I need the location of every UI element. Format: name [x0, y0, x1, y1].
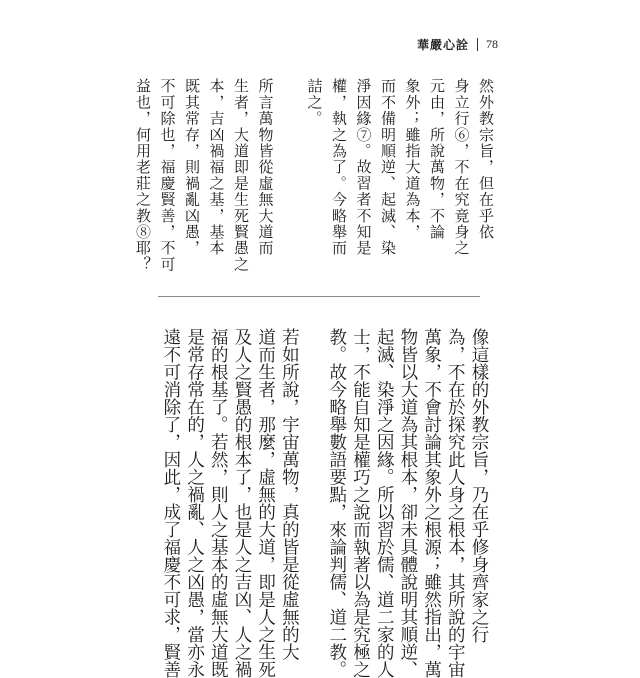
translation-text-column: 物皆以大道為其根本，卻未具體說明其順逆、	[397, 328, 418, 678]
classical-text-column: 既其常存，則禍亂凶愚，	[183, 78, 201, 257]
vernacular-translation-block	[158, 328, 490, 678]
paragraph-gap	[281, 78, 299, 94]
book-title: 華嚴心詮	[416, 38, 469, 52]
translation-text-column: 是常存常在的，人之禍亂、人之凶愚，當亦永	[184, 328, 205, 678]
classical-text-column: 益也，何用老莊之教⑧耶？	[134, 78, 152, 273]
translation-text-column: 萬象，不會討論其象外之根源；雖然指出，萬	[421, 328, 442, 678]
classical-text-column: 淨因緣⑦。故習者不知是	[354, 78, 373, 257]
page-number: 78	[486, 37, 498, 51]
classical-text-block	[131, 78, 499, 278]
header-divider	[477, 38, 478, 51]
classical-text-column: 詰之。	[305, 78, 324, 127]
translation-text-column: 起滅、染淨之因緣。所以習於儒、道二家的人	[374, 328, 395, 678]
translation-text-column: 福的根基了。若然，則人之基本的虛無大道既	[208, 328, 229, 678]
translation-text-column: 及人之賢愚的根本了，也是人之吉凶、人之禍	[231, 328, 252, 678]
translation-text-column: 士，不能自知是權巧之說而執著以為是究極之	[350, 328, 371, 678]
classical-text-column: 所言萬物皆從虛無大道而	[256, 78, 275, 257]
translation-text-column: 像這樣的外教宗旨，乃在乎修身齊家之行	[469, 328, 489, 643]
classical-text-column: 象外；雖指大道為本，	[403, 78, 422, 240]
section-divider-line	[158, 296, 480, 297]
classical-text-column: 身立行⑥，不在究竟身之	[452, 78, 471, 257]
paragraph-gap	[303, 328, 323, 346]
translation-text-column: 若如所說，宇宙萬物，真的皆是從虛無的大	[279, 328, 300, 661]
translation-text-column: 為，不在於探究此人身之根本，其所說的宇宙	[445, 328, 466, 678]
running-header	[417, 36, 498, 53]
classical-text-column: 本，吉凶禍福之基，基本	[207, 78, 226, 257]
classical-text-column: 而不備明順逆、起滅、染	[379, 78, 397, 257]
translation-text-column: 道而生者，那麼，虛無的大道，即是人之生死	[255, 328, 276, 678]
classical-text-column: 生者，大道即是生死賢愚之	[232, 78, 250, 273]
translation-text-column: 遠不可消除了，因此，成了福慶不可求，賢善	[160, 328, 181, 678]
classical-text-column: 元由，所說萬物，不論	[428, 78, 446, 240]
classical-text-column: 權，執之為了。今略舉而	[330, 78, 348, 257]
translation-text-column: 教。故今略舉數語要點，來論判儒、道二教。	[326, 328, 347, 678]
classical-text-column: 然外教宗旨，但在乎依	[477, 78, 495, 240]
classical-text-column: 不可除也，福慶賢善，不可	[158, 78, 177, 273]
